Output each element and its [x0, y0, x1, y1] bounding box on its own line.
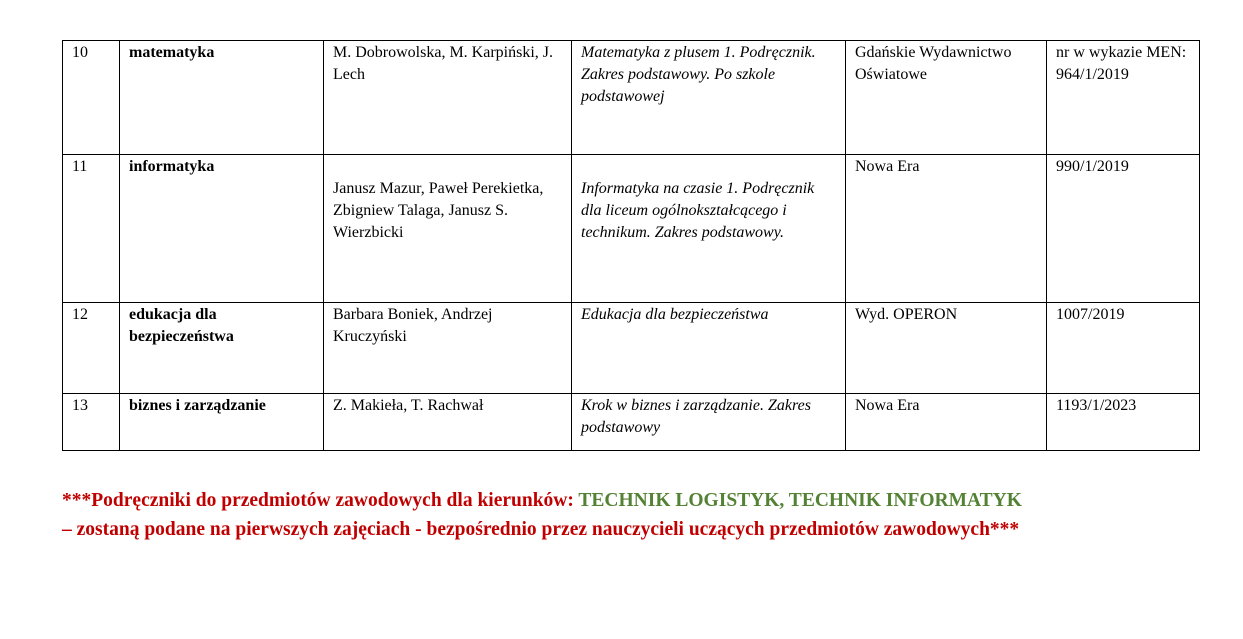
note-prefix: ***Podręczniki do przedmiotów zawodowych dla kierunków: [62, 490, 579, 511]
authors: M. Dobrowolska, M. Karpiński, J. Lech [324, 41, 572, 155]
note-line-1 [62, 486, 1212, 515]
table-row [63, 41, 1200, 155]
registry-number: nr w wykazie MEN: 964/1/2019 [1047, 41, 1200, 155]
textbook-table [62, 40, 1200, 451]
table-row [63, 303, 1200, 394]
registry-number: 1007/2019 [1047, 303, 1200, 394]
publisher: Gdańskie Wydawnictwo Oświatowe [846, 41, 1047, 155]
authors: Z. Makieła, T. Rachwał [324, 394, 572, 451]
book-title: Edukacja dla bezpieczeństwa [572, 303, 846, 394]
publisher: Nowa Era [846, 394, 1047, 451]
note-line-2: – zostaną podane na pierwszych zajęciach - bezpośrednio przez nauczycieli uczących przedmiotów zawodowych*** [62, 519, 1020, 540]
authors: Barbara Boniek, Andrzej Kruczyński [324, 303, 572, 394]
row-number: 11 [63, 155, 120, 303]
vocational-books-note [62, 486, 1212, 544]
registry-number: 990/1/2019 [1047, 155, 1200, 303]
book-title: Krok w biznes i zarządzanie. Zakres podstawowy [572, 394, 846, 451]
authors: Janusz Mazur, Paweł Perekietka, Zbigniew Talaga, Janusz S. Wierzbicki [333, 180, 544, 241]
subject-name: matematyka [120, 41, 324, 155]
publisher: Wyd. OPERON [846, 303, 1047, 394]
authors-cell [324, 155, 572, 303]
subject-name: informatyka [120, 155, 324, 303]
table-row [63, 394, 1200, 451]
subject-name: edukacja dla bezpieczeństwa [120, 303, 324, 394]
note-highlight: TECHNIK LOGISTYK, TECHNIK INFORMATYK [578, 490, 1022, 511]
registry-number: 1193/1/2023 [1047, 394, 1200, 451]
row-number: 13 [63, 394, 120, 451]
publisher: Nowa Era [846, 155, 1047, 303]
table-row [63, 155, 1200, 303]
subject-name: biznes i zarządzanie [120, 394, 324, 451]
row-number: 10 [63, 41, 120, 155]
book-title: Informatyka na czasie 1. Podręcznik dla liceum ogólnokształcącego i technikum. Zakres podstawowy. [581, 180, 815, 241]
book-title: Matematyka z plusem 1. Podręcznik. Zakres podstawowy. Po szkole podstawowej [572, 41, 846, 155]
row-number: 12 [63, 303, 120, 394]
book-title-cell [572, 155, 846, 303]
